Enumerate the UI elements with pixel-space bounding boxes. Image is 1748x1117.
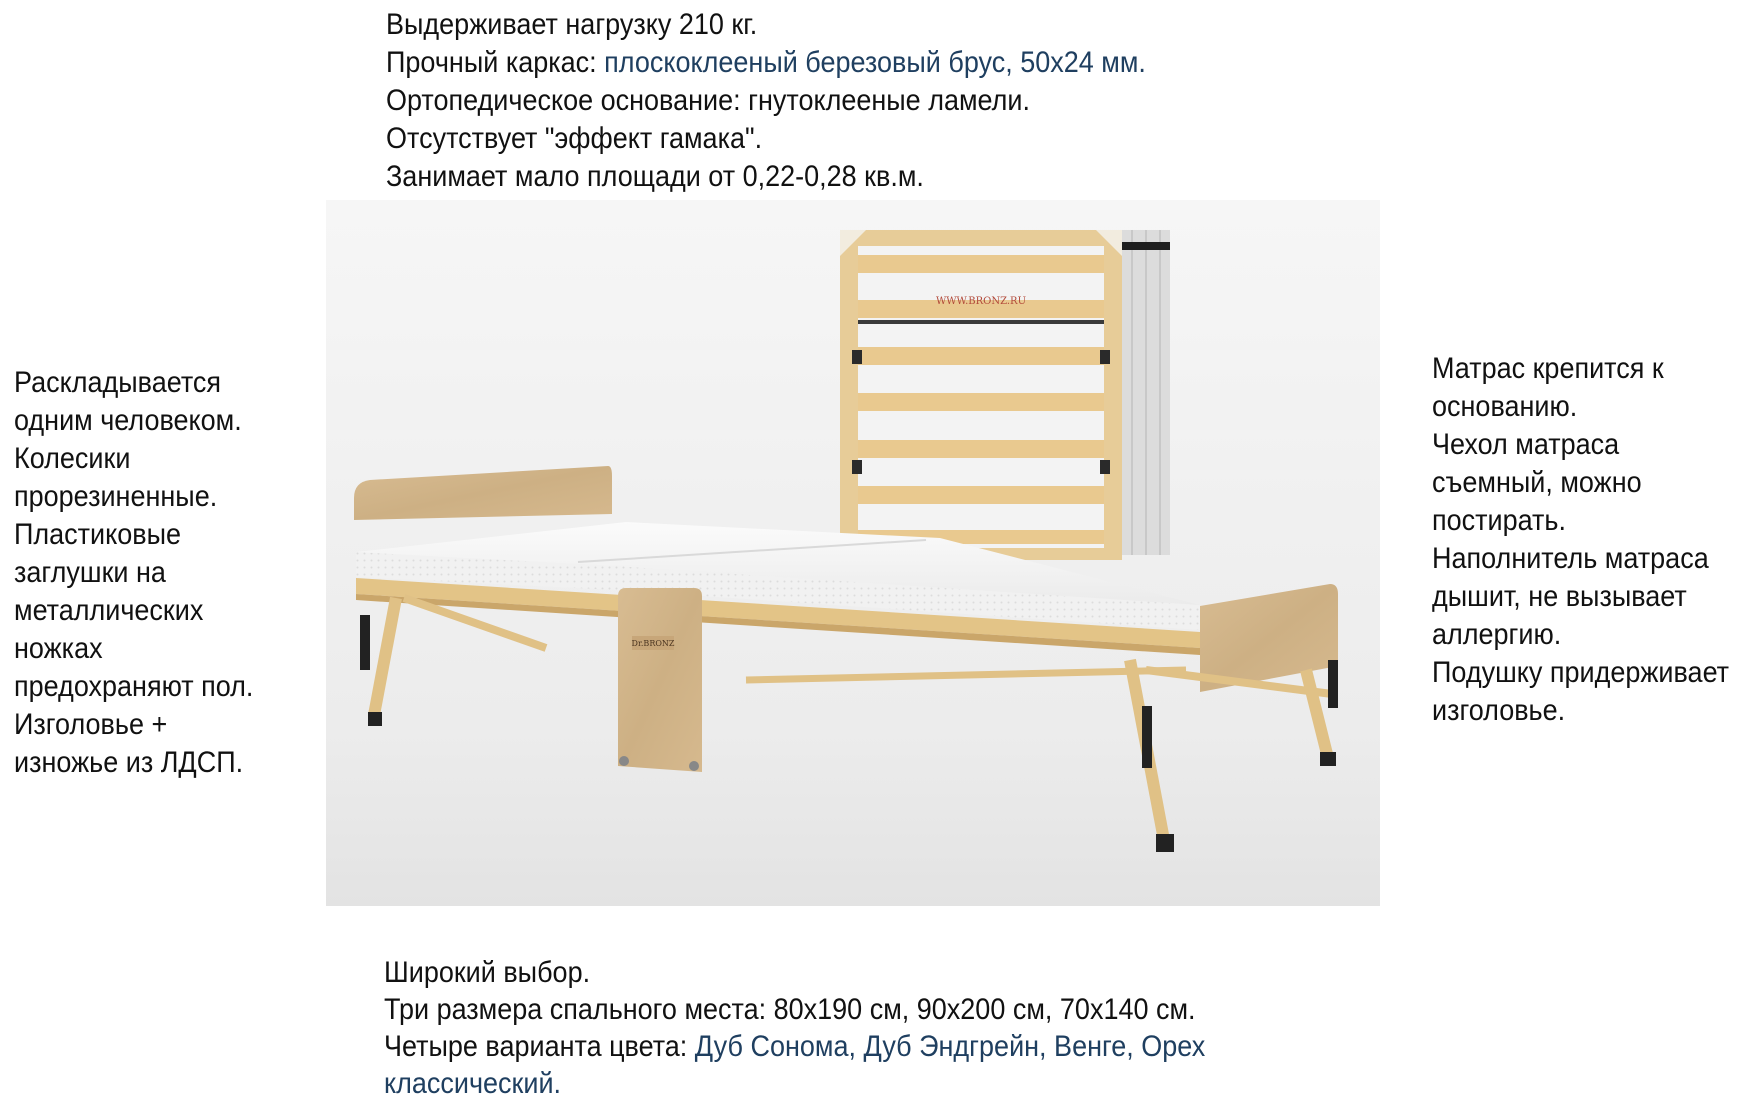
feature-line: Наполнитель матраса [1432,542,1709,575]
feature-line: предохраняют пол. [14,670,254,703]
feature-line: классический. [384,1067,562,1100]
feature-line: Широкий выбор. [384,956,591,989]
feature-line: Изголовье + [14,708,168,741]
feature-highlight: Дуб Сонома, Дуб Эндгрейн, Венге, Орех [694,1030,1206,1063]
folded-bed [840,230,1170,560]
feature-line: прорезиненные. [14,480,218,513]
top-features [386,6,1230,196]
feature-label: Прочный каркас: [386,46,605,79]
feature-line: заглушки на [14,556,166,589]
feature-line: основанию. [1432,390,1578,423]
feature-line: аллергию. [1432,618,1562,651]
left-features [14,364,280,782]
feature-line [384,1028,1205,1065]
feature-line: Чехол матраса [1432,428,1620,461]
folding-panel [618,588,702,772]
folding-bed-photo [326,200,1380,906]
feature-line: Колесики [14,442,131,475]
feature-line: постирать. [1432,504,1566,537]
feature-line: Пластиковые [14,518,182,551]
feature-line: дышит, не вызывает [1432,580,1687,613]
brand-plate-text: Dr.BRONZ [631,639,675,648]
feature-line: одним человеком. [14,404,242,437]
feature-line: изножье из ЛДСП. [14,746,244,779]
feature-line: Выдерживает нагрузку 210 кг. [386,8,758,41]
feature-line: металлических [14,594,204,627]
feature-highlight: плоскоклееный березовый брус, 50х24 мм. [604,46,1146,79]
feature-line: ножках [14,632,103,665]
feature-line: Занимает мало площади от 0,22-0,28 кв.м. [386,160,924,193]
feature-label: Четыре варианта цвета: [384,1030,695,1063]
feature-line: Ортопедическое основание: гнутоклееные ламели. [386,84,1030,117]
feature-line: съемный, можно [1432,466,1642,499]
bottom-features [384,954,1296,1102]
feature-line: Отсутствует "эффект гамака". [386,122,763,155]
feature-line: Раскладывается [14,366,222,399]
right-features [1432,350,1748,730]
watermark-text: WWW.BRONZ.RU [936,296,1026,307]
feature-line: изголовье. [1432,694,1566,727]
feature-line: Подушку придерживает [1432,656,1730,689]
feature-line: Матрас крепится к [1432,352,1664,385]
feature-line [386,44,1146,82]
feature-line: Три размера спального места: 80х190 см, 90х200 см, 70х140 см. [384,993,1196,1026]
